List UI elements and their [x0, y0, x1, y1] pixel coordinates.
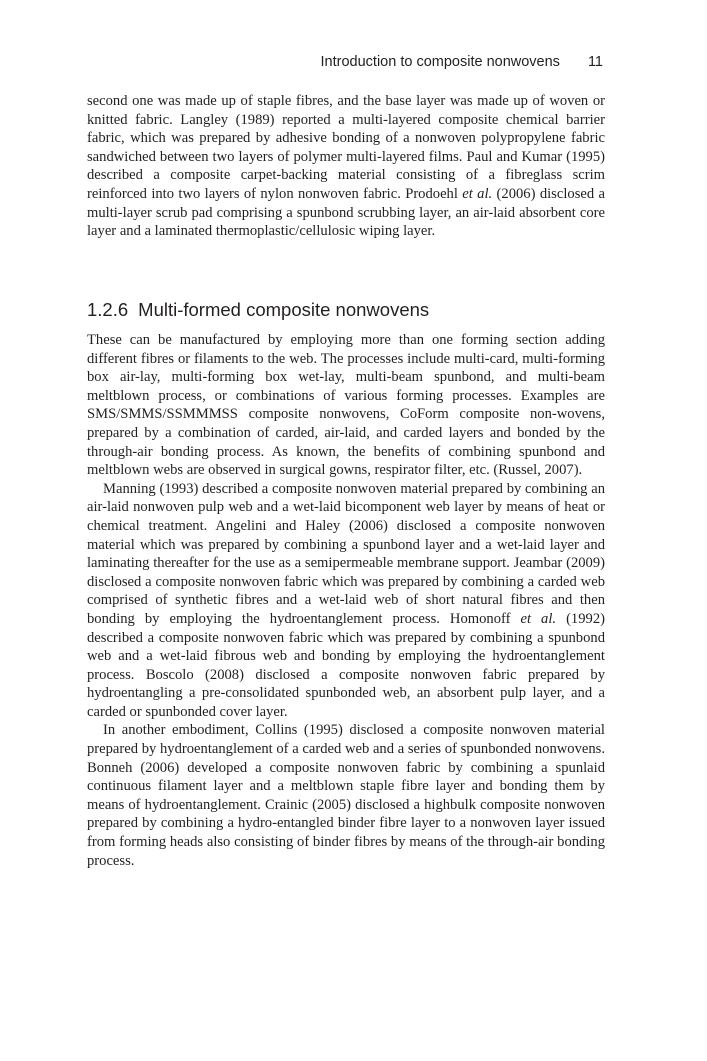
text-run: Manning (1993) described a composite nonwoven material prepared by combining an air-laid nonwoven pulp web and a wet-laid bicomponent web layer by means of heat or chemical treatment. Angelini and Haley (2006) disclosed a composite nonwoven material which was prepared by combining a spunbond layer and a wet-laid layer and laminating thereafter for the use as a semipermeable membrane support. Jeambar (2009) disclosed a composite nonwoven fabric which was prepared by combining a carded web comprised of synthetic fibres and a wet-laid web of short natural fibres and then bonding by employing the hydroentanglement process. Homonoff [87, 480, 605, 627]
section-title: Multi-formed composite nonwovens [138, 299, 430, 320]
page-number: 11 [587, 54, 603, 70]
text-run: (2006) disclosed a multi-layer scrub pad comprising a spunbond scrubbing layer, an air-laid absorbent core layer and a laminated thermoplastic/cellulosic wiping layer. [87, 185, 605, 240]
text-run: (1992) described a composite nonwoven fabric which was prepared by combining a spunbond web and a wet-laid fibrous web and bonding by employing the hydroentanglement process. Boscolo (2008) disclosed a composite nonwoven fabric prepared by hydroentangling a pre-consolidated spunbonded web, an absorbent pulp layer, and a carded or spunbonded cover layer. [87, 610, 605, 720]
paragraph-2 [87, 480, 605, 722]
section-body [87, 331, 605, 870]
paragraph-3: In another embodiment, Collins (1995) disclosed a composite nonwoven material prepared by hydroentanglement of a carded web and a series of spunbonded nonwovens. Bonneh (2006) developed a composite nonwoven fabric by combining a spunlaid continuous filament layer and a meltblown staple fibre layer and bonding them by means of hydroentanglement. Crainic (2005) disclosed a highbulk composite nonwoven prepared by combining a hydro-entangled binder fibre layer to a nonwoven layer issued from forming heads also consisting of binder fibres by means of the through-air bonding process. [87, 722, 605, 869]
section-number: 1.2.6 [87, 299, 129, 320]
running-header [321, 54, 603, 70]
text-run: second one was made up of staple fibres, and the base layer was made up of woven or knitted fabric. Langley (1989) reported a multi-layered composite chemical barrier fabric, which was prepared by adhesive bonding of a nonwoven polypropylene fabric sandwiched between two layers of polymer multi-layered films. Paul and Kumar (1995) described a composite carpet-backing material consisting of a fibreglass scrim reinforced into two layers of nylon nonwoven fabric. Prodoehl [87, 93, 605, 202]
paragraph [87, 92, 605, 241]
continued-paragraph [87, 92, 605, 241]
et-al-italic: et al. [462, 185, 493, 202]
et-al-italic: et al. [520, 610, 557, 627]
running-title: Introduction to composite nonwovens [320, 54, 560, 70]
paragraph-1: These can be manufactured by employing more than one forming section adding different fibres or filaments to the web. The processes include multi-card, multi-forming box air-lay, multi-forming box wet-lay, multi-beam spunbond, and multi-beam meltblown process, or combinations of various forming processes. Examples are SMS/SMMS/SSMMMSS composite nonwovens, CoForm composite non-wovens, prepared by a combination of carded, air-laid, and carded layers and bonded by the through-air bonding process. As known, the benefits of combining spunbond and meltblown webs are observed in surgical gowns, respirator filter, etc. (Russel, 2007). [87, 332, 605, 479]
section-heading [87, 299, 429, 321]
